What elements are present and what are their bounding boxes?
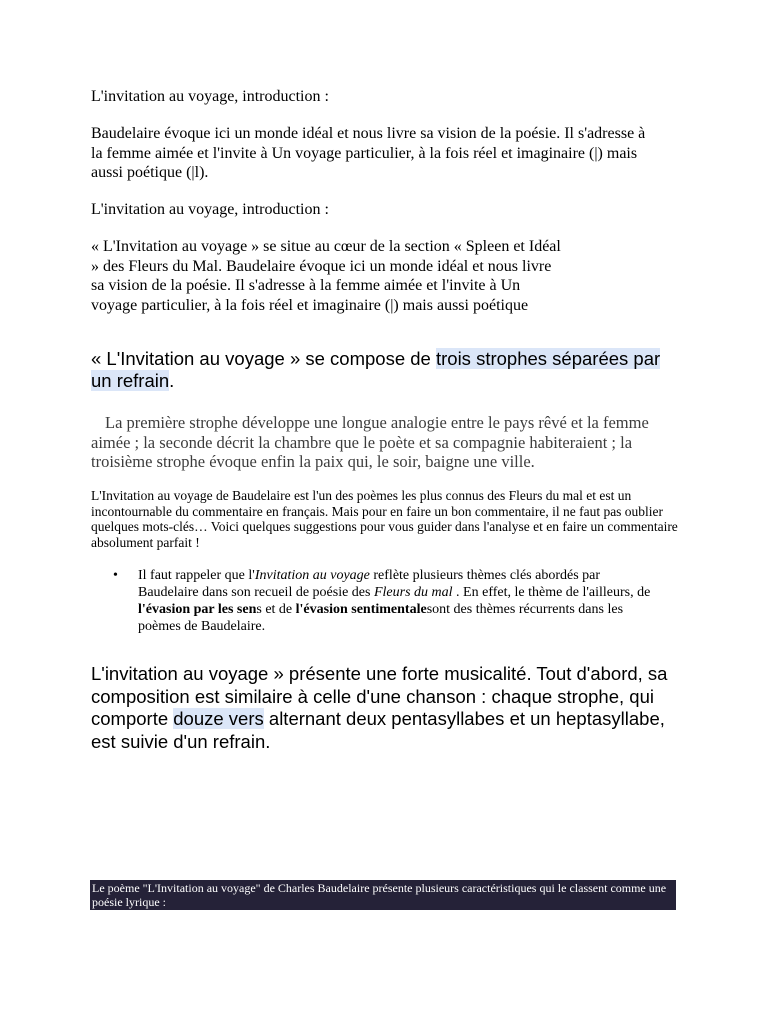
commentary-paragraph: L'Invitation au voyage de Baudelaire est l'un des poèmes les plus connus des Fleurs du mal et est un incontournable du commentaire en français. Mais pour en faire un bon commentaire, il ne faut pas oublier quelques mots-clés… Voici quelques suggestions pour vous guider dans l'analyse et en faire un commentaire absolument parfait ! [91, 488, 678, 550]
strophes-text: La première strophe développe une longue analogie entre le pays rêvé et la femme aimée ; la seconde décrit la chambre que le poète et sa compagnie habiteraient ; la troisième strophe évoque enfin la paix qui, le soir, baigne une ville. [91, 413, 649, 471]
italic-title: Invitation au voyage [254, 568, 370, 583]
intro-paragraph: Baudelaire évoque ici un monde idéal et nous livre sa vision de la poésie. Il s'adresse à la femme aimée et l'invite à Un voyage particulier, à la fois réel et imaginaire (|) mais aussi poétique (|l). [91, 125, 646, 181]
structure-text: « L'Invitation au voyage » se compose de [91, 348, 436, 369]
highlighted-text: douze vers [173, 708, 264, 729]
structure-paragraph [91, 348, 671, 392]
context-paragraph: « L'Invitation au voyage » se situe au cœur de la section « Spleen et Idéal » des Fleurs du Mal. Baudelaire évoque ici un monde idéal et nous livre sa vision de la poésie. Il s'adresse à la femme aimée et l'invite à Un voyage particulier, à la fois réel et imaginaire (|) mais aussi poétique [91, 238, 561, 314]
highlighted-text: trois strophes séparées par un refrain [91, 348, 661, 391]
italic-collection: Fleurs du mal [373, 585, 453, 600]
structure-text-end: . [169, 370, 175, 391]
section-title-repeat: L'invitation au voyage, introduction : [91, 201, 329, 218]
bullet-text: Il faut rappeler que l'Invitation au voyage reflète plusieurs thèmes clés abordés par Baudelaire dans son recueil de poésie des Fleurs du mal . En effet, le thème de l'ailleurs, de l'évasion par les sens et de l'évasion sentimentalesont des thèmes récurrents dans les poèmes de Baudelaire. [138, 568, 651, 634]
bold-keyword-evasion-sens: l'évasion par les sen [138, 602, 257, 617]
lyric-poetry-banner: Le poème "L'Invitation au voyage" de Charles Baudelaire présente plusieurs caractéristiques qui le classent comme une poésie lyrique : [90, 880, 676, 910]
bold-keyword-evasion-sentimentale: l'évasion sentimentale [295, 602, 427, 617]
bullet-icon: • [113, 568, 118, 583]
section-title: L'invitation au voyage, introduction : [91, 88, 329, 105]
strophes-paragraph [91, 413, 681, 472]
bullet-list-item [113, 567, 653, 635]
musicality-paragraph: L'invitation au voyage » présente une forte musicalité. Tout d'abord, sa composition est similaire à celle d'une chanson : chaque strophe, qui comporte douze vers alternant deux pentasyllabes et un heptasyllabe, est suivie d'un refrain. [91, 663, 668, 752]
